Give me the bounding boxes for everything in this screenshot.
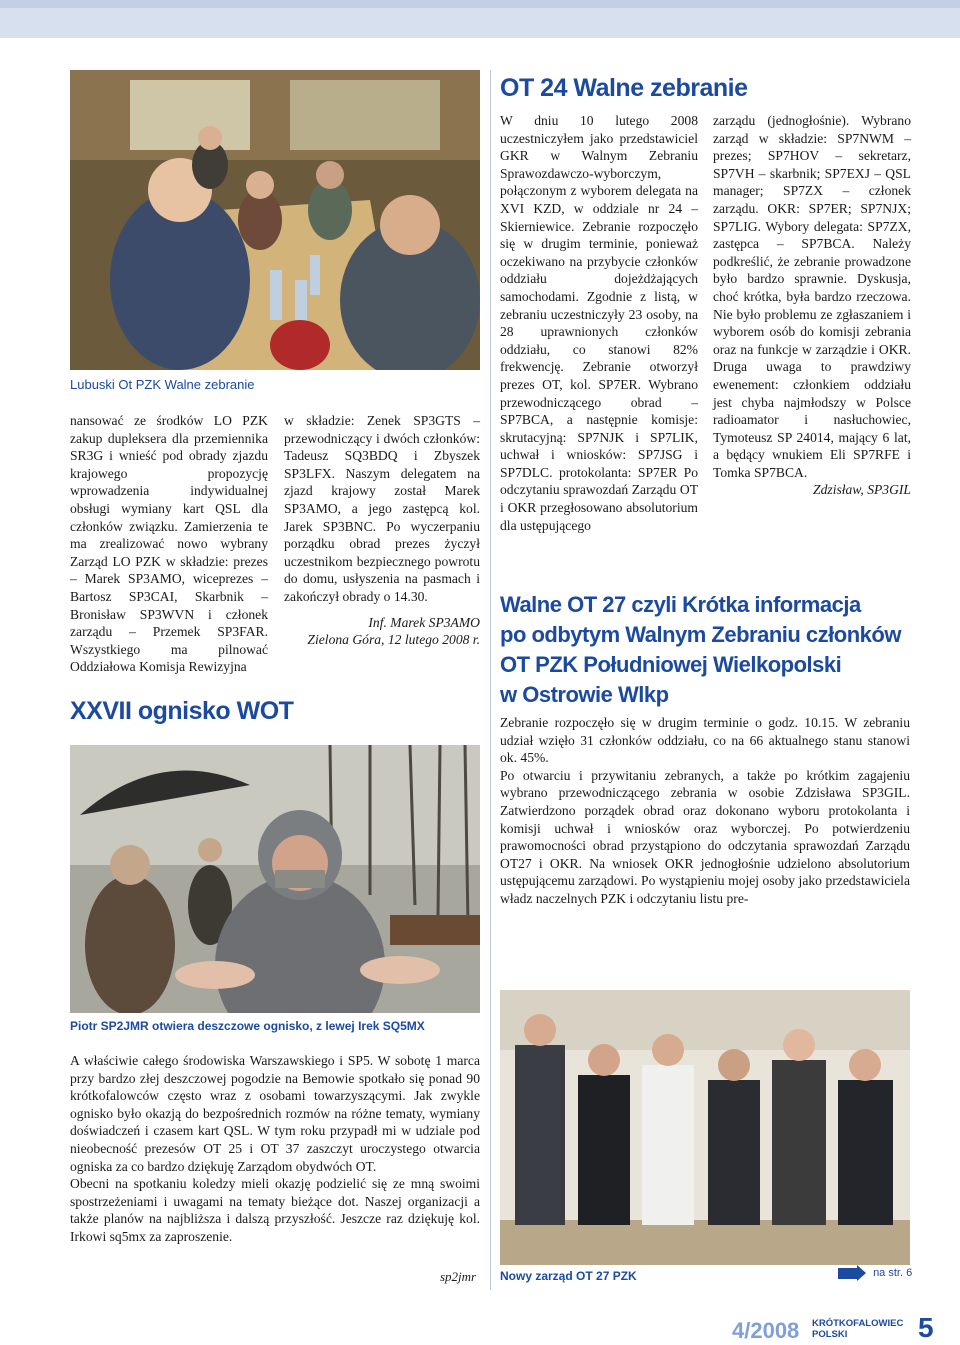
ot24-signature: Zdzisław, SP3GIL <box>813 482 911 498</box>
ot24-article-col1 <box>500 112 698 534</box>
lubuski-article-col1 <box>70 412 268 676</box>
continued-to-marker[interactable] <box>838 1267 912 1279</box>
lubuski-article-col2 <box>284 412 480 649</box>
ot27-article <box>500 714 910 908</box>
arrow-right-icon <box>838 1268 858 1279</box>
wot-paragraph-1: A właściwie całego środowiska Warszawskiego i SP5. W sobotę 1 marca przy bardzo złej deszczowej pogodzie na Bemowie spotkało się ponad 90 krótkofalowców często wraz z osobami towarzyszącymi. Jak zwykle ognisko było okazją do bezpośrednich rozmów na różne tematy, wymiany doświadczeń i czasem kart QSL. W tym roku przypadł mi w udziale pod nieobecność prezesów OT 25 i OT 37 zaszczyt uroczystego otwarcia ogniska za co bardzo dziękuję Zarządom obydwóch OT. <box>70 1053 480 1174</box>
magazine-title <box>812 1318 903 1340</box>
wot-heading: XXVII ognisko WOT <box>70 697 294 725</box>
photo1-caption: Lubuski Ot PZK Walne zebranie <box>70 377 255 392</box>
ot27-paragraph-2: Po otwarciu i przywitaniu zebranych, a także po krótkim zagajeniu wybrano przewodniczącego zebrania w osobie Zdzisława SP3GIL. Zatwierdzono porządek obrad oraz dokonano wyboru protokolanta i komisji uchwał i wniosków oraz wyborczej. Po potwierdzeniu prawomocności obrad przystąpiono do odczytania sprawozdań Zarządu OT27 i OKR. Na wniosek OKR jednogłośnie udzielono absolutorium ustępującemu zarządowi. Po wystąpieniu mojej osoby jako przedstawiciela władz naczelnych PZK i odczytaniu listu pre- <box>500 767 910 906</box>
photo2-caption: Piotr SP2JMR otwiera deszczowe ognisko, z lewej Irek SQ5MX <box>70 1019 425 1033</box>
header-band <box>0 0 960 38</box>
bonfire-photo <box>70 745 480 1013</box>
footer <box>0 1300 960 1345</box>
ot27-heading-line-4: w Ostrowie Wlkp <box>500 682 669 707</box>
column-divider <box>490 70 491 1290</box>
board-group-photo <box>500 990 910 1265</box>
lubuski-paragraph-2: w składzie: Zenek SP3GTS – przewodniczący i dwóch członków: Tadeusz SQ3BDQ i Zbyszek SP3LFX. Naszym delegatem na zjazd krajowy został Marek SP3AMO, a jego zastępcą kol. Jarek SP3BNC. Po wyczerpaniu porządku obrad prezes życzył uczestnikom bezpiecznego powrotu do domu, usłyszenia na pasmach i zakończył obrady o 14.30. <box>284 413 480 604</box>
ot24-article-col2 <box>713 112 911 499</box>
issue-number: 4/2008 <box>732 1318 800 1343</box>
lubuski-paragraph-1: nansować ze środków LO PZK zakup dupleksera dla przemiennika SR3G i wnieść pod obrady zjazdu krajowego propozycję wprowadzenia indywidualnej obsługi wymiany kart QSL dla członków związku. Zamierzenia te ma zrealizować nowo wybrany Zarząd LO PZK w składzie: prezes – Marek SP3AMO, wiceprezes – Bartosz SP3CAI, Skarbnik – Bronisław SP3WVN i członek zarządu – Przemek SP3FAR. Wszystkiego ma pilnować Oddziałowa Komisja Rewizyjna <box>70 413 268 675</box>
ot27-heading-line-1: Walne OT 27 czyli Krótka informacja <box>500 592 861 617</box>
ot27-paragraph-1: Zebranie rozpoczęło się w drugim terminie o godz. 10.15. W zebraniu udział wzięło 31 członków oddziału, co na 66 aktualnego stanu stanowi ok. 45%. <box>500 715 910 766</box>
ot27-heading <box>500 590 901 710</box>
ot27-heading-line-3: OT PZK Południowej Wielkopolski <box>500 652 842 677</box>
meeting-photo <box>70 70 480 370</box>
lubuski-signature-2: Zielona Góra, 12 lutego 2008 r. <box>307 632 480 648</box>
magazine-title-line-2: POLSKI <box>812 1329 848 1340</box>
lubuski-signature-1: Inf. Marek SP3AMO <box>368 614 480 630</box>
ot24-paragraph-2: zarządu (jednogłośnie). Wybrano zarząd w składzie: SP7NWM – prezes; SP7HOV – sekretarz, SP7VH – skarbnik; SP7EXJ – QSL manager; SP7ZX – członek zarządu. OKR: SP7ER; SP7NJX; SP7LIG. Wybory delegata: SP7ZX, zastępca – SP7BCA. Należy podkreślić, że zebranie prowadzone było bardzo sprawnie. Dyskusja, choć krótka, była bardzo rzeczowa. Nie było problemu ze zgłaszaniem i wyborem osób do komisji zebrania oraz na funkcje w zarządzie i OKR. Druga uwaga to prawdziwy ewenement: członkiem oddziału jest chyba najmłodszy w Polsce radioamator i nasłuchowiec, Tymoteusz SP 24014, mający 6 lat, a będący wnukiem Eli SP7RFE i Tomka SP7BCA. <box>713 113 911 480</box>
continued-to-label: na str. 6 <box>873 1267 913 1279</box>
ot24-heading: OT 24 Walne zebranie <box>500 74 748 102</box>
ot24-paragraph-1: W dniu 10 lutego 2008 uczestniczyłem jako przedstawiciel GKR w Walnym Zebraniu Sprawozdawczo-wyborczym, połączonym z wyborem delegata na XVI KZD, w oddziale nr 24 – Skierniewice. Zebranie rozpoczęło się w drugim terminie, ponieważ oczekiwano na przybycie członków oddziału dojeżdżających samochodami. Zgodnie z listą, w zebraniu uczestniczyły 23 osoby, na 28 uprawnionych członków oddziału, co stanowi 82% frekwencję. Zebranie otworzył prezes OT, kol. SP7ER. Wybrano przewodniczącego obrad – SP7BCA, a następnie komisje: skrutacyjną: SP7NJK i SP7LIK, uchwał i wniosków: SP7JSG i SP7DLC. protokolanta: SP7ER Po odczytaniu sprawozdań Zarządu OT i OKR przegłosowano absolutorium dla ustępującego <box>500 113 698 533</box>
ot27-heading-line-2: po odbytym Walnym Zebraniu członków <box>500 622 901 647</box>
magazine-title-line-1: KRÓTKOFALOWIEC <box>812 1318 904 1329</box>
page-number: 5 <box>918 1312 934 1343</box>
wot-article <box>70 1052 480 1246</box>
wot-signature: sp2jmr <box>440 1269 477 1284</box>
photo3-caption: Nowy zarząd OT 27 PZK <box>500 1269 637 1283</box>
wot-paragraph-2: Obecni na spotkaniu koledzy mieli okazję podzielić się ze mną swoimi spostrzeżeniami i uwagami na tematy bieżące dot. Naszej organizacji a także planów na najbliższa i dalszą przyszłość. Jeszcze raz dziękuję kol. Irkowi sq5mx za zaproszenie. <box>70 1176 480 1244</box>
